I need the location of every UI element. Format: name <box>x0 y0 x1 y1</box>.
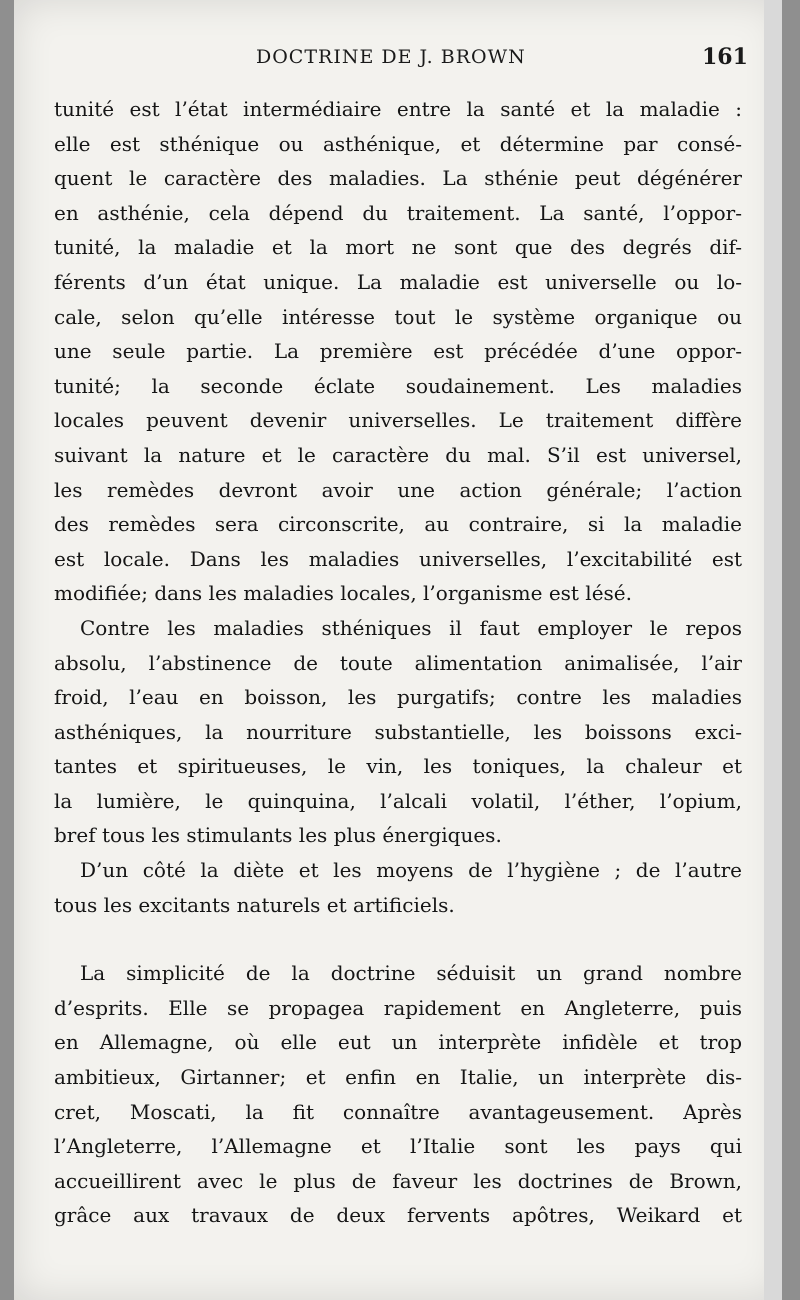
text-line: quent le caractère des maladies. La sthénie peut dégénérer <box>54 166 742 191</box>
text-line: ambitieux, Girtanner; et enfin en Italie, un interprète dis- <box>54 1065 742 1090</box>
text-line: cret, Moscati, la fit connaître avantageusement. Après <box>54 1099 742 1124</box>
paragraph <box>54 611 742 853</box>
text-line: bref tous les stimulants les plus énergiques. <box>54 823 502 848</box>
page-number: 161 <box>702 44 748 70</box>
text-line: est locale. Dans les maladies universelles, l’excitabilité est <box>54 546 742 571</box>
text-line: tunité est l’état intermédiaire entre la santé et la maladie : <box>54 97 742 121</box>
text-line: La simplicité de la doctrine séduisit un grand nombre <box>80 961 742 986</box>
text-line: asthéniques, la nourriture substantielle, les boissons exci- <box>54 719 742 744</box>
text-line: cale, selon qu’elle intéresse tout le système organique ou <box>54 304 742 329</box>
text-line: les remèdes devront avoir une action générale; l’action <box>54 477 742 502</box>
text-line: la lumière, le quinquina, l’alcali volatil, l’éther, l’opium, <box>54 788 742 813</box>
text-line: grâce aux travaux de deux fervents apôtres, Weikard et <box>54 1203 742 1228</box>
text-line: l’Angleterre, l’Allemagne et l’Italie sont les pays qui <box>54 1134 742 1159</box>
text-line: elle est sthénique ou asthénique, et détermine par consé- <box>54 131 742 156</box>
paragraph <box>54 92 742 611</box>
text-line: Contre les maladies sthéniques il faut employer le repos <box>80 615 742 640</box>
text-line: d’esprits. Elle se propagea rapidement en Angleterre, puis <box>54 995 742 1020</box>
text-line: tunité; la seconde éclate soudainement. Les maladies <box>54 373 742 398</box>
book-page <box>14 0 782 1300</box>
text-line: D’un côté la diète et les moyens de l’hygiène ; de l’autre <box>80 858 742 883</box>
paragraph-spacer <box>54 922 742 956</box>
text-line: une seule partie. La première est précédée d’une oppor- <box>54 339 742 364</box>
text-line: suivant la nature et le caractère du mal. S’il est universel, <box>54 442 742 467</box>
paragraph <box>54 853 742 922</box>
text-line: modifiée; dans les maladies locales, l’organisme est lésé. <box>54 581 632 606</box>
body-text <box>54 92 742 1233</box>
text-line: froid, l’eau en boisson, les purgatifs; contre les maladies <box>54 685 742 710</box>
text-line: tous les excitants naturels et artificiels. <box>54 892 455 917</box>
text-line: accueillirent avec le plus de faveur les doctrines de Brown, <box>54 1168 742 1193</box>
text-line: en asthénie, cela dépend du traitement. La santé, l’oppor- <box>54 200 742 225</box>
paragraph <box>54 956 742 1233</box>
text-line: en Allemagne, où elle eut un interprète infidèle et trop <box>54 1030 742 1055</box>
text-line: férents d’un état unique. La maladie est universelle ou lo- <box>54 269 742 294</box>
page-edge-shadow <box>764 0 782 1300</box>
text-line: absolu, l’abstinence de toute alimentation animalisée, l’air <box>54 650 742 675</box>
text-line: des remèdes sera circonscrite, au contraire, si la maladie <box>54 512 742 537</box>
text-line: locales peuvent devenir universelles. Le traitement diffère <box>54 408 742 433</box>
text-line: tantes et spiritueuses, le vin, les toniques, la chaleur et <box>54 754 742 779</box>
running-head <box>14 46 782 76</box>
running-title: DOCTRINE DE J. BROWN <box>256 46 526 68</box>
text-line: tunité, la maladie et la mort ne sont que des degrés dif- <box>54 235 742 260</box>
